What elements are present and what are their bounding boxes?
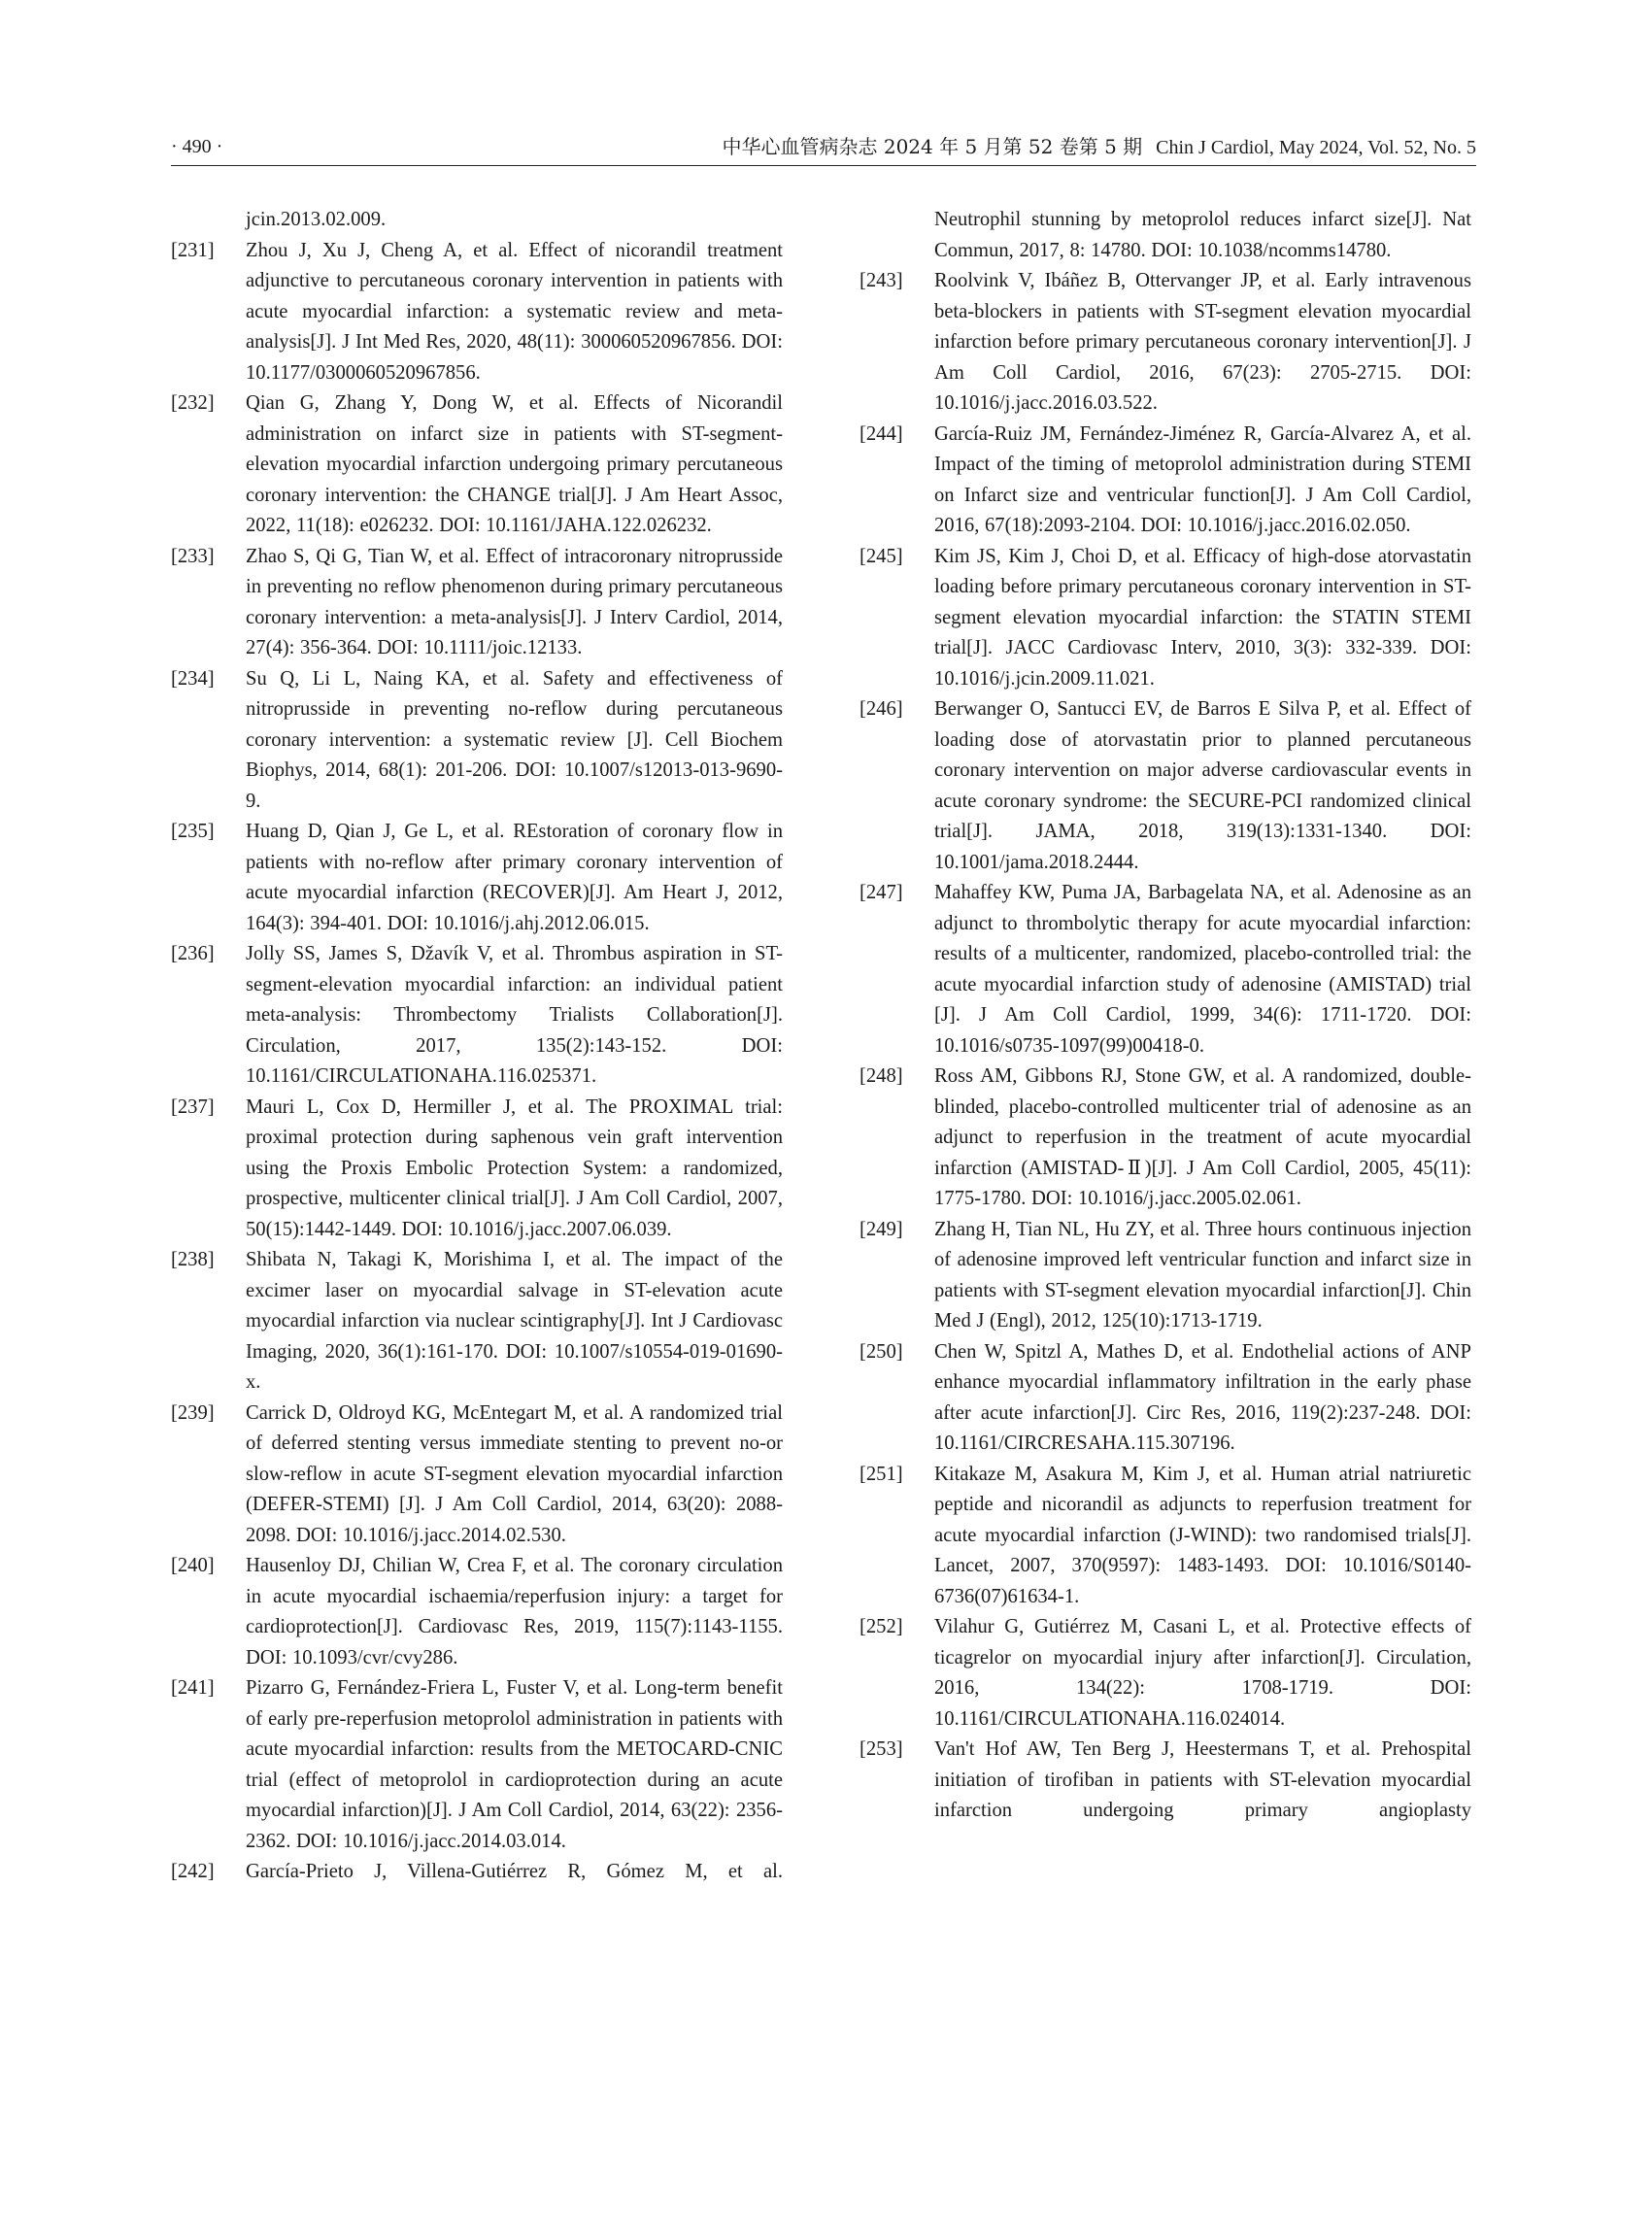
- reference-item: [171, 1093, 783, 1246]
- reference-number: [246]: [860, 698, 903, 720]
- reference-text: Huang D, Qian J, Ge L, et al. REstoration of coronary flow in patients with no-reflow after primary coronary intervention of acute myocardial infarction (RECOVER)[J]. Am Heart J, 2012, 164(3): 394-401. DOI: 10.1016/j.ahj.2012.06.015.: [246, 821, 783, 934]
- reference-text: Qian G, Zhang Y, Dong W, et al. Effects of Nicorandil administration on infarct size in patients with ST-segment-elevation myocardial infarction undergoing primary percutaneous coronary intervention: the CHANGE trial[J]. J Am Heart Assoc, 2022, 11(18): e026232. DOI: 10.1161/JAHA.122.026232.: [246, 392, 783, 536]
- reference-item: [171, 939, 783, 1093]
- reference-number: [248]: [860, 1065, 903, 1087]
- reference-text: Chen W, Spitzl A, Mathes D, et al. Endothelial actions of ANP enhance myocardial inflammatory infiltration in the early phase after acute infarction[J]. Circ Res, 2016, 119(2):237-248. DOI: 10.1161/CIRCRESAHA.115.307196.: [934, 1340, 1471, 1454]
- reference-number: [236]: [171, 943, 215, 964]
- reference-item: [860, 694, 1471, 878]
- reference-number: [245]: [860, 545, 903, 567]
- reference-item: [171, 542, 783, 664]
- reference-text: Pizarro G, Fernández-Friera L, Fuster V, et al. Long-term benefit of early pre-reperfusion metoprolol administration in patients with acute myocardial infarction: results from the METOCARD-CNIC trial (effect of metoprolol in cardioprotection during an acute myocardial infarction)[J]. J Am Coll Cardiol, 2014, 63(22): 2356-2362. DOI: 10.1016/j.jacc.2014.03.014.: [246, 1677, 783, 1852]
- reference-item: [171, 1857, 783, 1888]
- reference-item: [171, 388, 783, 542]
- reference-text: Kitakaze M, Asakura M, Kim J, et al. Human atrial natriuretic peptide and nicorandil as adjuncts to reperfusion treatment for acute myocardial infarction (J-WIND): two randomised trials[J]. Lancet, 2007, 370(9597): 1483-1493. DOI: 10.1016/S0140-6736(07)61634-1.: [934, 1463, 1471, 1607]
- reference-item: [171, 664, 783, 818]
- reference-continuation: [860, 205, 1471, 266]
- reference-text: Kim JS, Kim J, Choi D, et al. Efficacy of high-dose atorvastatin loading before primary percutaneous coronary intervention in ST-segment elevation myocardial infarction: the STATIN STEMI trial[J]. JACC Cardiovasc Interv, 2010, 3(3): 332-339. DOI: 10.1016/j.jcin.2009.11.021.: [934, 545, 1471, 690]
- reference-number: [233]: [171, 545, 215, 567]
- reference-number: [238]: [171, 1249, 215, 1270]
- reference-number: [234]: [171, 667, 215, 690]
- running-head: [723, 132, 1477, 162]
- reference-text: jcin.2013.02.009.: [246, 209, 387, 230]
- reference-number: [247]: [860, 882, 903, 903]
- reference-number: [249]: [860, 1218, 903, 1240]
- reference-text: Zhang H, Tian NL, Hu ZY, et al. Three hours continuous injection of adenosine improved left ventricular function and infarct size in patients with ST-segment elevation myocardial infarction[J]. Chin Med J (Engl), 2012, 125(10):1713-1719.: [934, 1218, 1471, 1332]
- reference-number: [253]: [860, 1738, 903, 1760]
- reference-text: Berwanger O, Santucci EV, de Barros E Silva P, et al. Effect of loading dose of atorvastatin prior to planned percutaneous coronary intervention on major adverse cardiovascular events in acute coronary syndrome: the SECURE-PCI randomized clinical trial[J]. JAMA, 2018, 319(13):1331-1340. DOI: 10.1001/jama.2018.2444.: [934, 698, 1471, 873]
- reference-text: Hausenloy DJ, Chilian W, Crea F, et al. The coronary circulation in acute myocardial ischaemia/reperfusion injury: a target for cardioprotection[J]. Cardiovasc Res, 2019, 115(7):1143-1155. DOI: 10.1093/cvr/cvy286.: [246, 1555, 783, 1669]
- reference-item: [171, 236, 783, 389]
- reference-item: [860, 1062, 1471, 1215]
- reference-text: Su Q, Li L, Naing KA, et al. Safety and effectiveness of nitroprusside in preventing no-reflow during percutaneous coronary intervention: a systematic review [J]. Cell Biochem Biophys, 2014, 68(1): 201-206. DOI: 10.1007/s12013-013-9690-9.: [246, 667, 783, 812]
- reference-number: [242]: [171, 1861, 215, 1882]
- reference-number: [244]: [860, 422, 903, 445]
- reference-item: [860, 266, 1471, 420]
- reference-item: [171, 1673, 783, 1857]
- reference-number: [231]: [171, 239, 215, 261]
- reference-number: [250]: [860, 1340, 903, 1363]
- reference-text: Zhao S, Qi G, Tian W, et al. Effect of intracoronary nitroprusside in preventing no reflow phenomenon during primary percutaneous coronary intervention: a meta-analysis[J]. J Interv Cardiol, 2014, 27(4): 356-364. DOI: 10.1111/joic.12133.: [246, 545, 783, 658]
- reference-number: [251]: [860, 1463, 903, 1485]
- reference-item: [171, 817, 783, 939]
- reference-item: [860, 420, 1471, 542]
- reference-column-left: [171, 205, 783, 1888]
- reference-item: [171, 1551, 783, 1673]
- reference-item: [171, 1399, 783, 1552]
- reference-text: Neutrophil stunning by metoprolol reduces infarct size[J]. Nat Commun, 2017, 8: 14780. DOI: 10.1038/ncomms14780.: [934, 209, 1471, 261]
- reference-number: [252]: [860, 1616, 903, 1637]
- reference-item: [860, 1612, 1471, 1735]
- reference-text: Vilahur G, Gutiérrez M, Casani L, et al. Protective effects of ticagrelor on myocardial injury after infarction[J]. Circulation, 2016, 134(22): 1708-1719. DOI: 10.1161/CIRCULATIONAHA.116.024014.: [934, 1616, 1471, 1730]
- reference-text: Ross AM, Gibbons RJ, Stone GW, et al. A randomized, double-blinded, placebo-controlled multicenter trial of adenosine as an adjunct to reperfusion in the treatment of acute myocardial infarction (AMISTAD-Ⅱ)[J]. J Am Coll Cardiol, 2005, 45(11): 1775-1780. DOI: 10.1016/j.jacc.2005.02.061.: [934, 1065, 1471, 1209]
- reference-text: Zhou J, Xu J, Cheng A, et al. Effect of nicorandil treatment adjunctive to percutaneous coronary intervention in patients with acute myocardial infarction: a systematic review and meta-analysis[J]. J Int Med Res, 2020, 48(11): 300060520967856. DOI: 10.1177/0300060520967856.: [246, 239, 783, 384]
- reference-item: [860, 1337, 1471, 1460]
- reference-number: [240]: [171, 1555, 215, 1576]
- reference-text: Roolvink V, Ibáñez B, Ottervanger JP, et al. Early intravenous beta-blockers in patients with ST-segment elevation myocardial infarction before primary percutaneous coronary intervention[J]. J Am Coll Cardiol, 2016, 67(23): 2705-2715. DOI: 10.1016/j.jacc.2016.03.522.: [934, 270, 1471, 414]
- reference-text: Mauri L, Cox D, Hermiller J, et al. The PROXIMAL trial: proximal protection during saphenous vein graft intervention using the Proxis Embolic Protection System: a randomized, prospective, multicenter clinical trial[J]. J Am Coll Cardiol, 2007, 50(15):1442-1449. DOI: 10.1016/j.jacc.2007.06.039.: [246, 1096, 783, 1240]
- reference-item: [860, 878, 1471, 1062]
- journal-title-cn: 中华心血管病杂志 2024 年 5 月第 52 卷第 5 期: [722, 135, 1143, 158]
- reference-number: [243]: [860, 270, 903, 291]
- reference-number: [235]: [171, 821, 215, 842]
- reference-text: Carrick D, Oldroyd KG, McEntegart M, et al. A randomized trial of deferred stenting versus immediate stenting to prevent no-or slow-reflow in acute ST-segment elevation myocardial infarction (DEFER-STEMI) [J]. J Am Coll Cardiol, 2014, 63(20): 2088-2098. DOI: 10.1016/j.jacc.2014.02.530.: [246, 1401, 783, 1546]
- reference-item: [171, 1245, 783, 1399]
- reference-text: García-Prieto J, Villena-Gutiérrez R, Gómez M, et al.: [246, 1861, 783, 1882]
- journal-title-en: Chin J Cardiol, May 2024, Vol. 52, No. 5: [1156, 137, 1476, 158]
- reference-text: Mahaffey KW, Puma JA, Barbagelata NA, et al. Adenosine as an adjunct to thrombolytic therapy for acute myocardial infarction: results of a multicenter, randomized, placebo-controlled trial: the acute myocardial infarction study of adenosine (AMISTAD) trial [J]. J Am Coll Cardiol, 1999, 34(6): 1711-1720. DOI: 10.1016/s0735-1097(99)00418-0.: [934, 882, 1471, 1057]
- reference-text: Jolly SS, James S, Džavík V, et al. Thrombus aspiration in ST-segment-elevation myocardial infarction: an individual patient meta-analysis: Thrombectomy Trialists Collaboration[J]. Circulation, 2017, 135(2):143-152. DOI: 10.1161/CIRCULATIONAHA.116.025371.: [246, 943, 783, 1087]
- reference-column-right: [860, 205, 1471, 1827]
- reference-number: [239]: [171, 1401, 215, 1424]
- reference-number: [232]: [171, 392, 215, 414]
- reference-text: Van't Hof AW, Ten Berg J, Heestermans T, et al. Prehospital initiation of tirofiban in patients with ST-elevation myocardial infarction undergoing primary angioplasty: [934, 1738, 1471, 1821]
- reference-continuation: [171, 205, 783, 236]
- page-header: [171, 132, 1476, 166]
- reference-item: [860, 1735, 1471, 1827]
- reference-item: [860, 1215, 1471, 1337]
- reference-number: [241]: [171, 1677, 215, 1699]
- page-number: · 490 ·: [171, 136, 223, 157]
- reference-item: [860, 542, 1471, 695]
- reference-text: Shibata N, Takagi K, Morishima I, et al. The impact of the excimer laser on myocardial salvage in ST-elevation acute myocardial infarction via nuclear scintigraphy[J]. Int J Cardiovasc Imaging, 2020, 36(1):161-170. DOI: 10.1007/s10554-019-01690-x.: [246, 1249, 783, 1393]
- reference-item: [860, 1460, 1471, 1613]
- reference-number: [237]: [171, 1096, 215, 1118]
- reference-text: García-Ruiz JM, Fernández-Jiménez R, García-Alvarez A, et al. Impact of the timing of metoprolol administration during STEMI on Infarct size and ventricular function[J]. J Am Coll Cardiol, 2016, 67(18):2093-2104. DOI: 10.1016/j.jacc.2016.02.050.: [934, 422, 1471, 536]
